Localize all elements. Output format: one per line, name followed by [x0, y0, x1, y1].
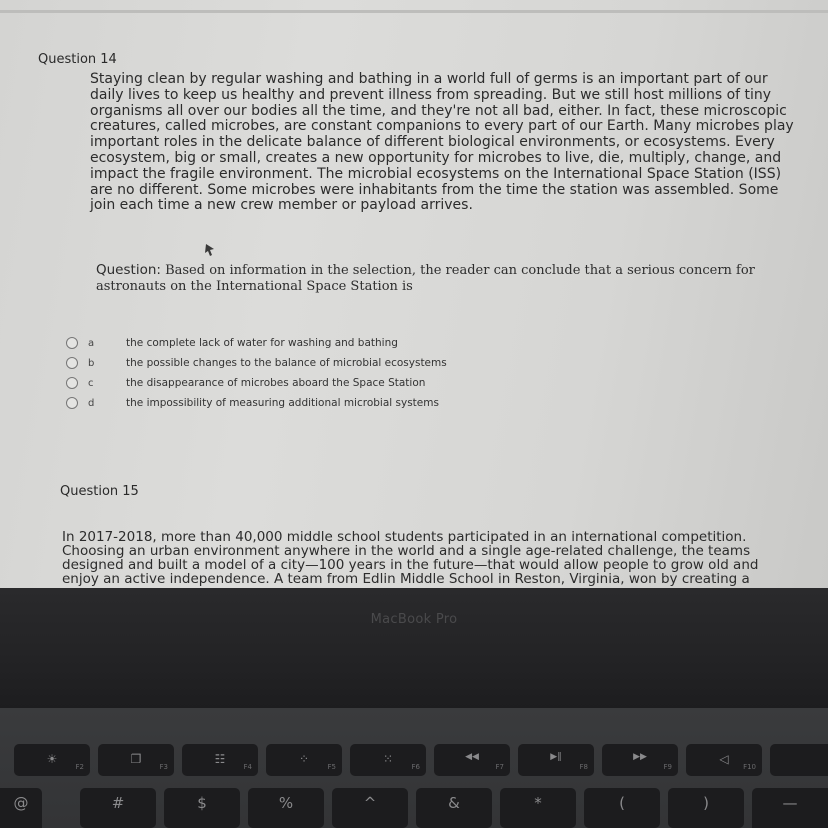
key-open-paren[interactable]: (	[584, 788, 660, 828]
key-close-paren[interactable]: )	[668, 788, 744, 828]
answer-choice-d[interactable]	[66, 394, 486, 412]
key-f6[interactable]: ⁙ F6	[350, 744, 426, 776]
mission-control-icon: ❐	[130, 752, 142, 766]
choice-letter: b	[88, 357, 95, 369]
question-14-label: Question 14	[38, 52, 117, 67]
laptop-bezel	[0, 588, 828, 708]
launchpad-icon: ☷	[214, 752, 226, 766]
keyboard-light-down-icon: ⁘	[298, 752, 310, 766]
key-f4[interactable]: ☷ F4	[182, 744, 258, 776]
key-ampersand[interactable]: &	[416, 788, 492, 828]
play-pause-icon: ▶‖	[550, 752, 562, 762]
laptop-brand-label: MacBook Pro	[370, 612, 458, 627]
key-f9[interactable]: ▶▶ F9	[602, 744, 678, 776]
key-f10[interactable]: ◁ F10	[686, 744, 762, 776]
choice-letter: a	[88, 337, 95, 349]
key-f7[interactable]: ◀◀ F7	[434, 744, 510, 776]
mute-icon: ◁	[719, 752, 729, 766]
key-f3[interactable]: ❐ F3	[98, 744, 174, 776]
keyboard-light-up-icon: ⁙	[382, 752, 394, 766]
key-dollar[interactable]: $	[164, 788, 240, 828]
question-text: Based on information in the selection, the reader can conclude that a serious concern for astronauts on the International Space Station is	[96, 263, 755, 294]
answer-choice-a[interactable]	[66, 334, 486, 352]
radio-button-c[interactable]	[66, 377, 78, 389]
choice-text[interactable]: the disappearance of microbes aboard the Space Station	[126, 377, 426, 389]
choice-letter: d	[88, 397, 95, 409]
key-hash[interactable]: #	[80, 788, 156, 828]
choice-text[interactable]: the impossibility of measuring additional microbial systems	[126, 397, 439, 409]
key-f5[interactable]: ⁘ F5	[266, 744, 342, 776]
key-f2[interactable]: ☀ F2	[14, 744, 90, 776]
radio-button-a[interactable]	[66, 337, 78, 349]
radio-button-d[interactable]	[66, 397, 78, 409]
answer-choice-c[interactable]	[66, 374, 486, 392]
key-dash[interactable]: —	[752, 788, 828, 828]
mouse-pointer-icon	[204, 243, 216, 257]
answer-choice-b[interactable]	[66, 354, 486, 372]
radio-button-b[interactable]	[66, 357, 78, 369]
brightness-up-icon: ☀	[46, 752, 58, 766]
question-14-passage: Staying clean by regular washing and bathing in a world full of germs is an important part of our daily lives to keep us healthy and prevent illness from spreading. But we still host millions of tiny organisms all over our bodies all the time, and they're not all bad, either. In fact, these microscopic creatures, called microbes, are constant companions to every part of our Earth. Many microbes play important roles in the delicate balance of different biological environments, or ecosystems. Every ecosystem, big or small, creates a new opportunity for microbes to live, die, multiply, change, and impact the fragile environment. The microbial ecosystems on the International Space Station (ISS) are no different. Some microbes were inhabitants from the time the station was assembled. Some join each time a new crew member or payload arrives.	[90, 71, 794, 214]
key-f8[interactable]: ▶‖ F8	[518, 744, 594, 776]
question-14-stem	[96, 262, 796, 295]
laptop-keyboard	[0, 708, 828, 828]
key-caret[interactable]: ^	[332, 788, 408, 828]
rewind-icon: ◀◀	[465, 752, 479, 762]
fast-forward-icon: ▶▶	[633, 752, 647, 762]
choice-text[interactable]: the possible changes to the balance of microbial ecosystems	[126, 357, 447, 369]
page-top-divider	[0, 10, 828, 13]
key-percent[interactable]: %	[248, 788, 324, 828]
question-15-passage: In 2017-2018, more than 40,000 middle school students participated in an international competition. Choosing an urban environment anywhere in the world and a single age-related challenge, the teams designed and built a model of a city—100 years in the future—that would allow people to grow old and enjoy an active independence. A team from Edlin Middle School in Reston, Virginia, won by creating a	[62, 529, 759, 587]
question-prefix: Question:	[96, 262, 161, 278]
choice-letter: c	[88, 377, 94, 389]
key-f11[interactable]	[770, 744, 828, 776]
question-15-label: Question 15	[60, 484, 139, 499]
key-asterisk[interactable]: *	[500, 788, 576, 828]
key-at[interactable]: @	[0, 788, 42, 828]
choice-text[interactable]: the complete lack of water for washing and bathing	[126, 337, 398, 349]
